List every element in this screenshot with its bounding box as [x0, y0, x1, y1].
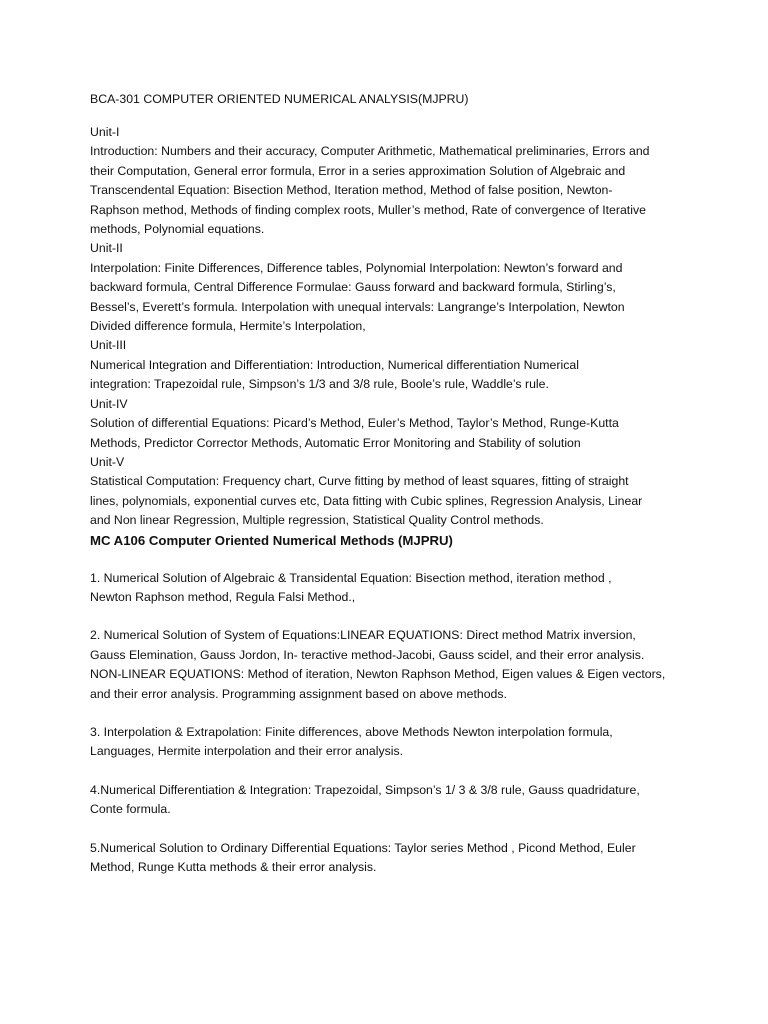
unit-4-section: [90, 395, 690, 453]
unit-3-line: integration: Trapezoidal rule, Simpson’s 1/3 and 3/8 rule, Boole’s rule, Waddle’s rule.: [90, 377, 549, 392]
mc-section-title: MC A106 Computer Oriented Numerical Methods (MJPRU): [90, 532, 453, 548]
unit-1-heading: Unit-I: [90, 125, 120, 139]
unit-5-heading: Unit-V: [90, 454, 125, 469]
topic-3-line: 3. Interpolation & Extrapolation: Finite differences, above Methods Newton interpolation formula,: [90, 724, 613, 739]
unit-5-section: [90, 453, 690, 531]
unit-2-section: [90, 239, 690, 336]
unit-5-line: Statistical Computation: Frequency chart, Curve fitting by method of least squares, fitting of straight: [90, 474, 629, 489]
topic-2-line: Gauss Elemination, Gauss Jordon, In- teractive method-Jacobi, Gauss scidel, and their error analysis.: [90, 647, 645, 662]
topic-5-line: 5.Numerical Solution to Ordinary Differential Equations: Taylor series Method , Picond Method, Euler: [90, 840, 636, 855]
unit-2-line: Divided difference formula, Hermite’s Interpolation,: [90, 319, 366, 334]
document-title: BCA-301 COMPUTER ORIENTED NUMERICAL ANALYSIS(MJPRU): [90, 92, 469, 106]
unit-1-line: methods, Polynomial equations.: [90, 222, 265, 237]
topic-5: [90, 839, 690, 878]
unit-1-section: [90, 123, 690, 239]
unit-2-line: Interpolation: Finite Differences, Difference tables, Polynomial Interpolation: Newton’s forward and: [90, 260, 623, 275]
unit-2-line: backward formula, Central Difference Formulae: Gauss forward and backward formula, Stirling’s,: [90, 280, 616, 295]
unit-3-line: Numerical Integration and Differentiation: Introduction, Numerical differentiation Numerical: [90, 357, 579, 372]
topic-5-line: Method, Runge Kutta methods & their error analysis.: [90, 860, 377, 874]
topic-1-line: Newton Raphson method, Regula Falsi Method.,: [90, 589, 356, 604]
topic-2: [90, 626, 690, 704]
unit-3-section: [90, 336, 690, 394]
topic-3: [90, 723, 690, 762]
topic-1-line: 1. Numerical Solution of Algebraic & Transidental Equation: Bisection method, iteration method ,: [90, 570, 612, 585]
topic-4: [90, 781, 690, 820]
topic-2-line: NON-LINEAR EQUATIONS: Method of iteration, Newton Raphson Method, Eigen values & Eigen vectors,: [90, 667, 666, 682]
unit-5-line: and Non linear Regression, Multiple regression, Statistical Quality Control methods.: [90, 513, 544, 528]
unit-3-heading: Unit-III: [90, 338, 127, 353]
unit-2-heading: Unit-II: [90, 241, 123, 256]
unit-1-line: Introduction: Numbers and their accuracy, Computer Arithmetic, Mathematical preliminaries, Errors and: [90, 144, 650, 159]
unit-1-line: Raphson method, Methods of finding complex roots, Muller’s method, Rate of convergence of Iterative: [90, 202, 646, 217]
topic-1: [90, 569, 690, 608]
topic-3-line: Languages, Hermite interpolation and their error analysis.: [90, 744, 404, 759]
unit-2-line: Bessel’s, Everett’s formula. Interpolation with unequal intervals: Langrange’s Interpolation, Newton: [90, 299, 625, 314]
unit-5-line: lines, polynomials, exponential curves etc, Data fitting with Cubic splines, Regression Analysis, Linear: [90, 493, 643, 508]
unit-4-heading: Unit-IV: [90, 396, 128, 411]
topic-4-line: Conte formula.: [90, 802, 171, 817]
unit-1-line: their Computation, General error formula, Error in a series approximation Solution of Algebraic and: [90, 163, 626, 178]
document-page: [90, 91, 690, 896]
unit-4-line: Methods, Predictor Corrector Methods, Automatic Error Monitoring and Stability of solution: [90, 435, 581, 450]
topic-2-line: 2. Numerical Solution of System of Equations:LINEAR EQUATIONS: Direct method Matrix inversion,: [90, 628, 636, 643]
topic-2-line: and their error analysis. Programming assignment based on above methods.: [90, 686, 507, 701]
unit-1-line: Transcendental Equation: Bisection Method, Iteration method, Method of false position, Newton-: [90, 183, 613, 198]
topic-4-line: 4.Numerical Differentiation & Integration: Trapezoidal, Simpson’s 1/ 3 & 3/8 rule, Gauss quadridature,: [90, 782, 640, 797]
unit-4-line: Solution of differential Equations: Picard’s Method, Euler’s Method, Taylor’s Method, Runge-Kutta: [90, 416, 619, 431]
